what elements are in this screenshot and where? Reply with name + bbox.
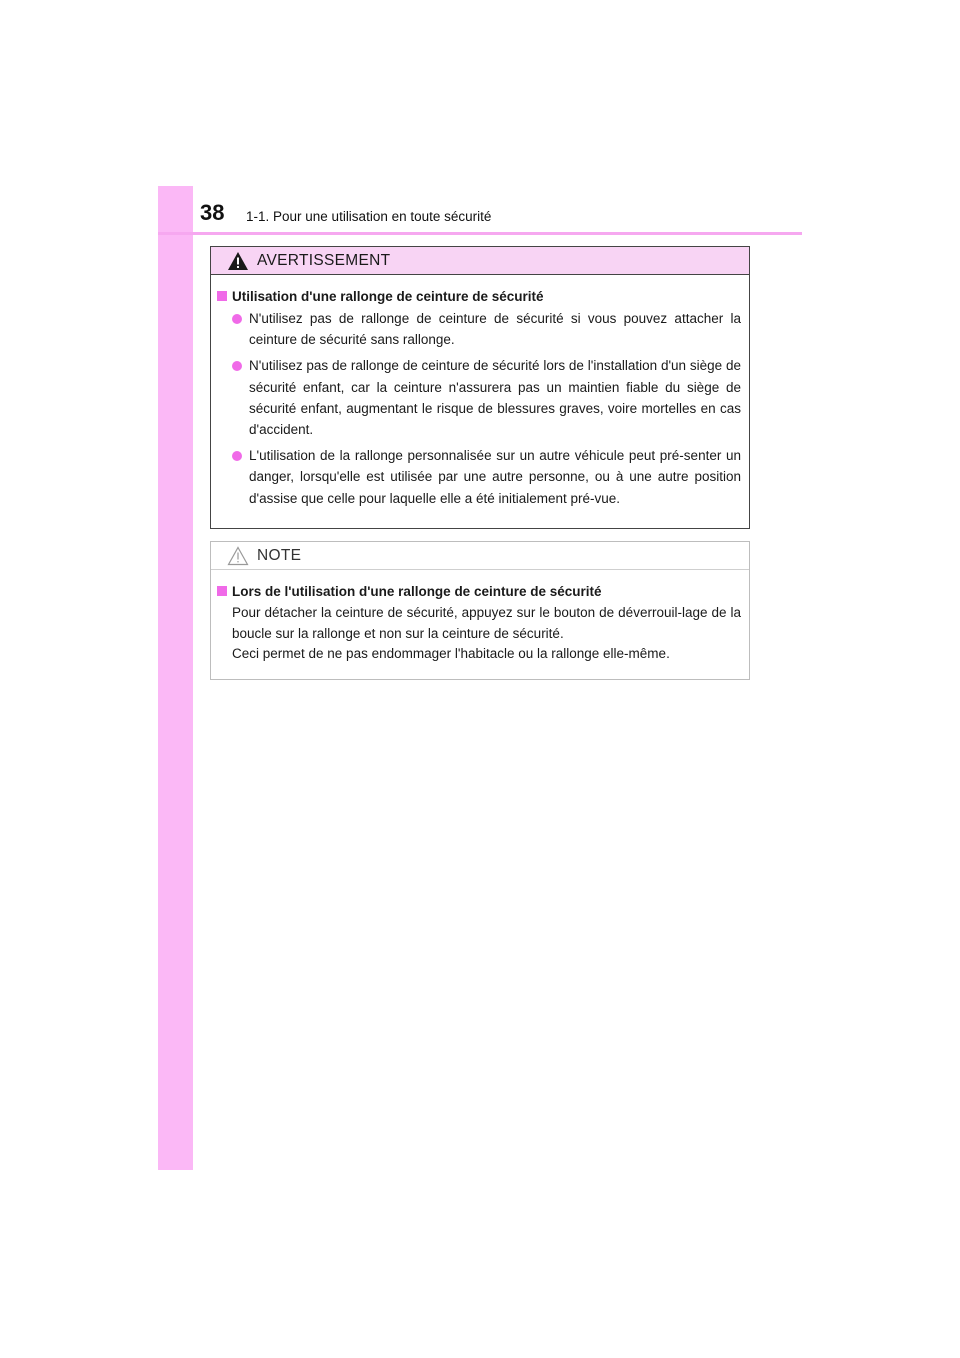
note-section-title bbox=[217, 582, 741, 601]
header-rule bbox=[158, 232, 802, 235]
bullet-dot-icon bbox=[232, 314, 242, 324]
warning-triangle-outline-icon bbox=[227, 546, 249, 566]
warning-bullet bbox=[217, 355, 741, 440]
warning-bullet-text: L'utilisation de la rallonge personnalisée sur un autre véhicule peut pré-senter un danger, lorsqu'elle est utilisée par une autre personne, ou à une autre position d'assise que celle pour laquelle elle a été initialement pré-vue. bbox=[249, 448, 741, 506]
section-square-icon bbox=[217, 291, 227, 301]
warning-bullet bbox=[217, 445, 741, 509]
running-head: 1-1. Pour une utilisation en toute sécurité bbox=[246, 209, 492, 224]
warning-section-title bbox=[217, 287, 741, 306]
note-label: NOTE bbox=[257, 546, 302, 564]
section-square-icon bbox=[217, 586, 227, 596]
note-body bbox=[211, 570, 749, 665]
bullet-dot-icon bbox=[232, 451, 242, 461]
note-header bbox=[211, 542, 749, 570]
note-paragraphs bbox=[217, 603, 741, 665]
note-paragraph: Pour détacher la ceinture de sécurité, appuyez sur le bouton de déverrouil-lage de la boucle sur la rallonge et non sur la ceinture de sécurité. bbox=[232, 605, 741, 641]
warning-body bbox=[211, 275, 749, 509]
warning-label: AVERTISSEMENT bbox=[257, 251, 391, 269]
bullet-dot-icon bbox=[232, 361, 242, 371]
note-section-title-text: Lors de l'utilisation d'une rallonge de ceinture de sécurité bbox=[232, 584, 602, 599]
warning-section-title-text: Utilisation d'une rallonge de ceinture de sécurité bbox=[232, 289, 544, 304]
warning-triangle-filled-icon bbox=[227, 251, 249, 271]
note-paragraph: Ceci permet de ne pas endommager l'habitacle ou la rallonge elle-même. bbox=[232, 646, 670, 661]
warning-header bbox=[211, 247, 749, 275]
warning-box bbox=[210, 246, 750, 529]
warning-bullet bbox=[217, 308, 741, 350]
page-number: 38 bbox=[200, 200, 225, 225]
chapter-side-tab bbox=[158, 186, 193, 1170]
warning-bullet-text: N'utilisez pas de rallonge de ceinture de sécurité si vous pouvez attacher la ceinture de sécurité sans rallonge. bbox=[249, 311, 741, 348]
warning-bullet-text: N'utilisez pas de rallonge de ceinture de sécurité lors de l'installation d'un siège de sécurité enfant, car la ceinture n'assurera pas un maintien fiable du siège de sécurité enfant, augmentant le risque de blessures graves, voire mortelles en cas d'accident. bbox=[249, 358, 741, 438]
note-box bbox=[210, 541, 750, 680]
